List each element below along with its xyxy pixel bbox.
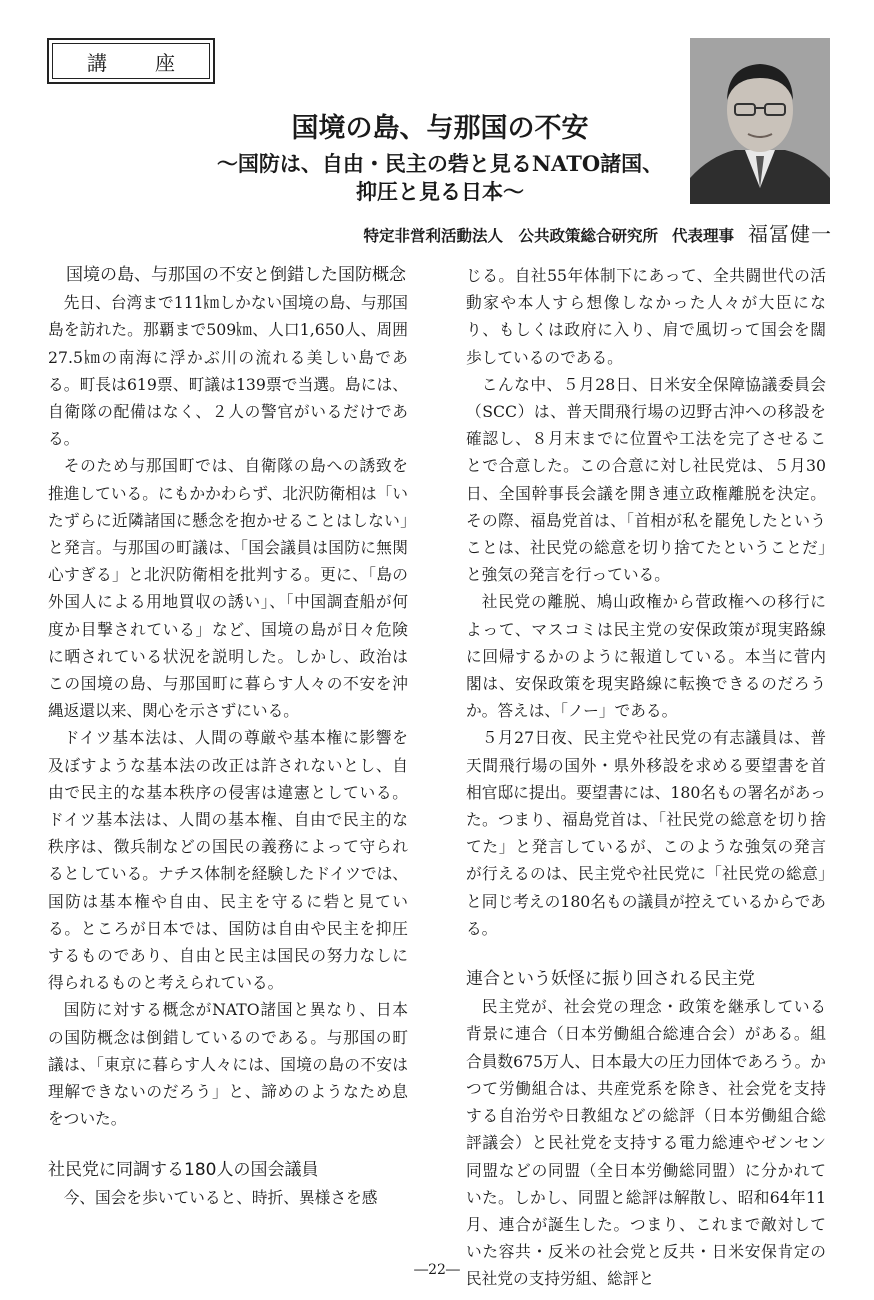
byline [349,218,832,247]
body-paragraph: ５月27日夜、民主党や社民党の有志議員は、普天間飛行場の国外・県外移設を求める要望書を首相官邸に提出。要望書には、180名もの署名があった。つまり、福島党首は、「社民党の総意を切り捨てた」と発言しているが、このような強気の発言が行えるのは、民主党や社民党に「社民党の総意」と同じ考えの180名もの議員が控えているからである。 [466,728,826,938]
body-paragraph: 先日、台湾まで111㎞しかない国境の島、与那国島を訪れた。那覇まで509㎞、人口1,650人、周囲27.5㎞の南海に浮かぶ川の流れる美しい島である。町長は619票、町議は139票で当選。島には、自衛隊の配備はなく、２人の警官がいるだけである。 [48,293,408,449]
body-paragraph: こんな中、５月28日、日米安全保障協議委員会（SCC）は、普天間飛行場の辺野古沖への移設を確認し、８月末までに位置や工法を完了させることで合意した。この合意に対し社民党は、５月30日、全国幹事長会議を開き連立政権離脱を決定。その際、福島党首は、「首相が私を罷免したということは、社民党の総意を切り捨てたということだ」と強気の発言を行っている。 [466,374,826,585]
byline-organization: 特定非営利活動法人 公共政策総合研究所 [363,227,658,245]
body-paragraph: 社民党の離脱、鳩山政権から菅政権への移行によって、マスコミは民主党の安保政策が現実路線に回帰するかのように報道している。本当に菅内閣は、安保政策を現実路線に転換できるのだろうか。答えは、「ノー」である。 [466,592,826,721]
section-heading: 連合という妖怪に振り回される民主党 [466,969,755,990]
body-paragraph: そのため与那国町では、自衛隊の島への誘致を推進している。にもかかわらず、北沢防衛相は「いたずらに近隣諸国に懸念を抱かせることはしない」と発言。与那国の町議は、「国会議員は国防に無関心すぎる」と北沢防衛相を批判する。更に、「島の外国人による用地買収の誘い」、「中国調査船が何度か目撃されている」など、国境の島が日々危険に晒されている状況を説明した。しかし、政治はこの国境の島、与那国町に暮らす人々の不安を沖縄返還以来、関心を示さずにいる。 [48,456,408,721]
body-paragraph: ドイツ基本法は、人間の尊厳や基本権に影響を及ぼすような基本法の改正は許されないとし、自由で民主的な基本秩序の侵害は違憲としている。ドイツ基本法は、人間の基本権、自由で民主的な秩序は、徴兵制などの国民の義務によって守られるとしている。ナチス体制を経験したドイツでは、国防は基本権や自由、民主を守るに砦と見ている。ところが日本では、国防は自由や民主を抑圧するものであり、自由と民主は国民の努力なしに得られるものと考えられている。 [48,728,408,993]
article-subtitle-line-2: 抑圧と見る日本～ [356,179,524,204]
body-paragraph: 今、国会を歩いていると、時折、異様さを感 [63,1187,378,1207]
section-spacer [466,942,826,966]
author-portrait-image [690,38,830,204]
right-column [466,262,826,1293]
left-column [48,262,408,1211]
author-photo [690,38,830,204]
article-subtitle-line-1: ～国防は、自由・民主の砦と見るNATO諸国、 [216,151,664,176]
byline-author: 福冨健一 [748,222,832,246]
section-heading: 社民党に同調する180人の国会議員 [48,1159,319,1180]
byline-position: 代表理事 [671,227,734,245]
section-label: 講 座 [52,43,210,79]
body-paragraph: 国防に対する概念がNATO諸国と異なり、日本の国防概念は倒錯しているのである。与那国の町議は、「東京に暮らす人々には、国境の島の不安は理解できないのだろう」と、諦めのようなため息をついた。 [48,1000,408,1129]
body-paragraph: 民主党が、社会党の理念・政策を継承している背景に連合（日本労働組合総連合会）がある。組合員数675万人、日本最大の圧力団体であろう。かつて労働組合は、共産党系を除き、社会党を支持する自治労や日教組などの総評（日本労働組合総評議会）と民社党を支持する電力総連やゼンセン同盟などの同盟（全日本労働総同盟）に分かれていた。しかし、同盟と総評は解散し、昭和64年11月、連合が誕生した。つまり、これまで敵対していた容共・反米の社会党と反共・日米安保肯定の民社党の支持労組、総評と [466,997,826,1289]
section-label-box [47,38,215,84]
section-spacer [48,1133,408,1157]
page-number: ―22― [414,1262,460,1278]
section-heading: 国境の島、与那国の不安と倒錯した国防概念 [66,265,406,285]
article-title: 国境の島、与那国の不安 [291,113,589,144]
body-paragraph: じる。自社55年体制下にあって、全共闘世代の活動家や本人すら想像しなかった人々が大臣になり、もしくは政府に入り、肩で風切って国会を闊歩しているのである。 [466,266,826,367]
